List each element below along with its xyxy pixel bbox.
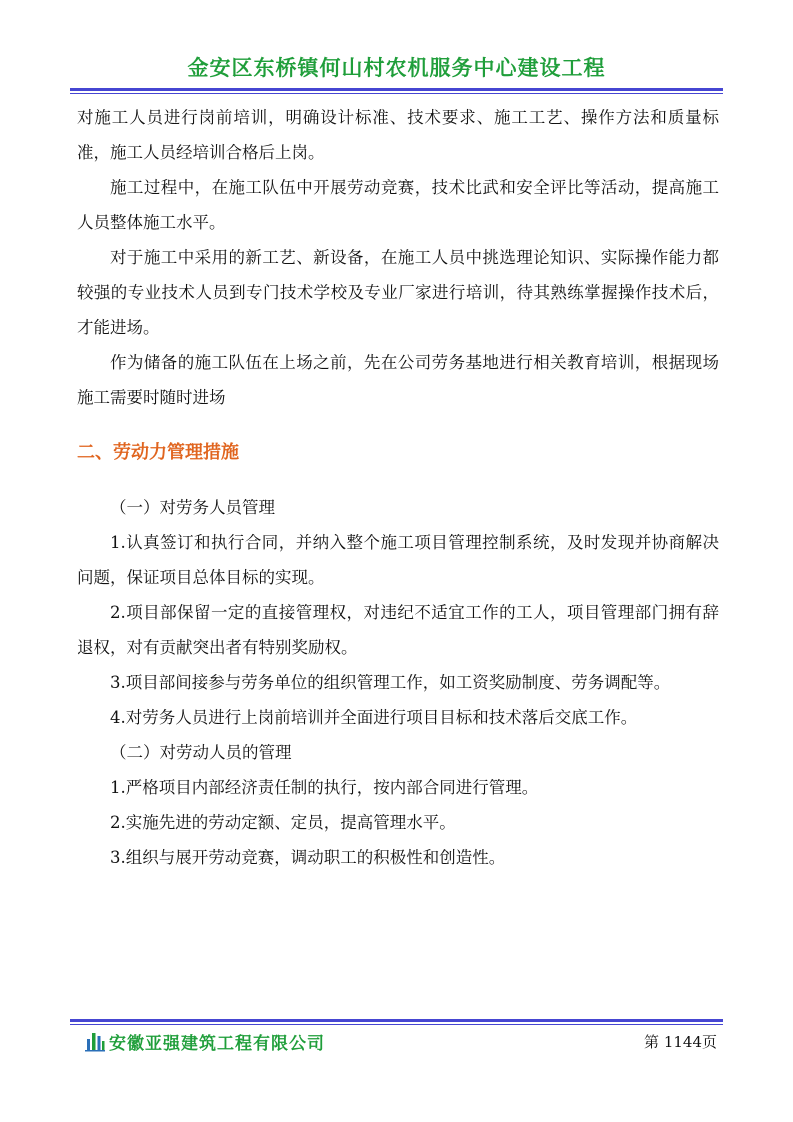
paragraph: 2.实施先进的劳动定额、定员，提高管理水平。 — [110, 813, 456, 832]
page-header-title: 金安区东桥镇何山村农机服务中心建设工程 — [187, 56, 606, 80]
document-body — [77, 100, 719, 875]
paragraph: 对于施工中采用的新工艺、新设备，在施工人员中挑选理论知识、实际操作能力都较强的专业技术人员到专门技术学校及专业厂家进行培训，待其熟练掌握操作技术后，才能进场。 — [77, 248, 719, 337]
paragraph: （二）对劳动人员的管理 — [110, 743, 292, 762]
footer-company-name: 安徽亚强建筑工程有限公司 — [109, 1034, 325, 1054]
paragraph: 1.认真签订和执行合同，并纳入整个施工项目管理控制系统，及时发现并协商解决问题，保证项目总体目标的实现。 — [77, 533, 719, 587]
paragraph: 施工过程中，在施工队伍中开展劳动竞赛，技术比武和安全评比等活动，提高施工人员整体施工水平。 — [77, 178, 719, 232]
paragraph: 4.对劳务人员进行上岗前培训并全面进行项目目标和技术落后交底工作。 — [110, 708, 638, 727]
paragraph-group-management — [77, 490, 719, 875]
footer-rule — [70, 1019, 723, 1022]
paragraph-group-training — [77, 100, 719, 415]
section-title: 二、劳动力管理措施 — [77, 442, 239, 463]
paragraph: 对施工人员进行岗前培训，明确设计标准、技术要求、施工工艺、操作方法和质量标准，施工人员经培训合格后上岗。 — [77, 108, 719, 162]
paragraph: 3.项目部间接参与劳务单位的组织管理工作，如工资奖励制度、劳务调配等。 — [110, 673, 671, 692]
header-rule-thin — [70, 93, 723, 94]
paragraph: 2.项目部保留一定的直接管理权，对违纪不适宜工作的工人，项目管理部门拥有辞退权，对有贡献突出者有特别奖励权。 — [77, 603, 719, 657]
header-rule — [70, 88, 723, 91]
paragraph: 3.组织与展开劳动竞赛，调动职工的积极性和创造性。 — [110, 848, 506, 867]
paragraph: （一）对劳务人员管理 — [110, 498, 275, 517]
footer-page-number: 第 1144页 — [644, 1033, 717, 1051]
building-logo-icon — [84, 1030, 106, 1052]
footer-rule-thin — [70, 1024, 723, 1025]
paragraph: 1.严格项目内部经济责任制的执行，按内部合同进行管理。 — [110, 778, 539, 797]
paragraph: 作为储备的施工队伍在上场之前，先在公司劳务基地进行相关教育培训，根据现场施工需要时随时进场 — [77, 353, 719, 407]
